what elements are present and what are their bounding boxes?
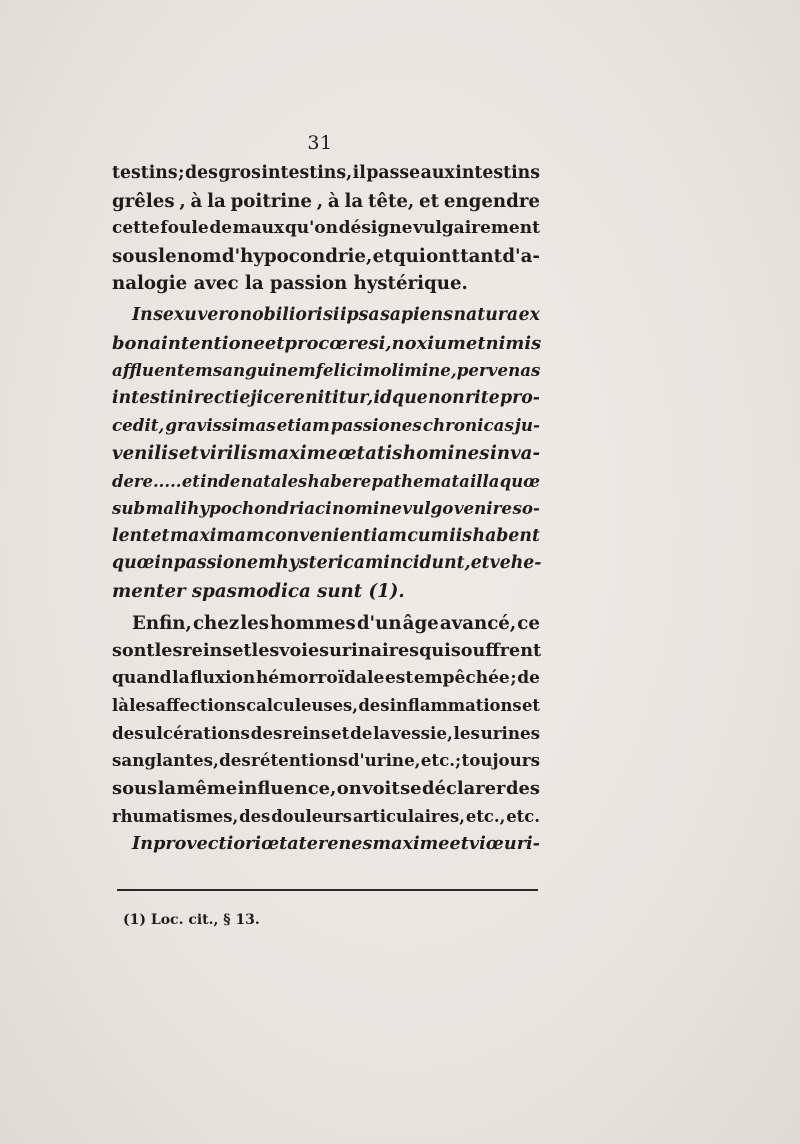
text-line: nalogie avec la passion hystérique. [112, 273, 468, 295]
text-line: Enfin, chez les hommes d'un âge avancé, ce [132, 612, 540, 634]
text-line: sont les reins et les voies urinaires qui souffrent [112, 640, 542, 662]
text-line: rhumatismes, des douleurs articulaires, etc., etc. [112, 806, 540, 826]
text-line: sanglantes, des rétentions d'urine, etc.; toujours [112, 750, 540, 771]
text-line: cedit, gravissimas etiam passiones chronicas ju- [112, 415, 540, 436]
text-line: cette foule de maux qu'on désigne vulgairement [112, 218, 540, 239]
footnote: (1) Loc. cit., § 13. [123, 912, 260, 928]
page-number: 31 [307, 132, 333, 154]
text-line: là les affections calculeuses, des inflammations et [112, 696, 540, 716]
text-line: sous la même influence, on voit se déclarer des [112, 778, 540, 800]
text-line: quœ in passionem hystericam incidunt, et vehe- [112, 553, 542, 574]
text-line: bona intentione et procœresi, noxium et nimis [112, 332, 542, 354]
text-line: In provectiori œtate renes maxime et viœ uri- [132, 833, 540, 855]
footnote-rule [117, 889, 538, 891]
body-text [112, 160, 540, 858]
text-line: grêles , à la poitrine , à la tête, et engendre [112, 190, 540, 212]
text-line: intestini recti ejicere nititur, idque non rite pro- [112, 387, 540, 408]
text-line: sous le nom d'hypocondrie, et qui ont tant d'a- [112, 245, 540, 267]
text-line: menter spasmodica sunt (1). [112, 580, 405, 602]
text-line: des ulcérations des reins et de la vessie, les urines [112, 722, 540, 743]
text-line: testins ; des gros intestins, il passe aux intestins [112, 163, 540, 183]
text-line: quand la fluxion hémorroïdale est empêchée ; de [112, 667, 540, 688]
text-line: lent et maximam convenientiam cum iis habent [112, 525, 540, 546]
text-line: affluentem sanguinem felici molimine, per venas [112, 360, 541, 381]
text-line: In sexu vero nobiliori si ipsa sapiens natura ex [132, 304, 540, 325]
text-line: sub mali hypochondriaci nomine vulgo venire so- [112, 498, 540, 519]
text-line: venilis et virilis maxime œtatis homines inva- [112, 442, 540, 464]
text-line: dere..... et inde natales habere pathemata illa quœ [112, 471, 540, 491]
